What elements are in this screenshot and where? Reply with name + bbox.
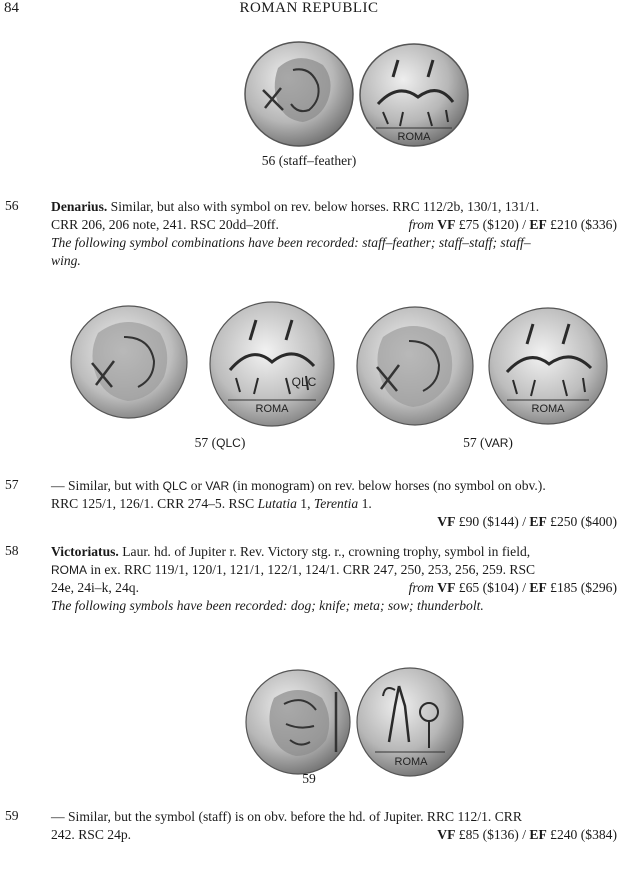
coin-legend: QLC <box>291 375 317 389</box>
figure-57-var-caption: 57 (VAR) <box>463 435 513 450</box>
catalogue-entry-56 <box>5 198 617 278</box>
note-continued: wing. <box>51 253 81 268</box>
catalogue-entry-59 <box>5 808 617 848</box>
entry-number: 57 <box>5 477 19 492</box>
coin-type: Victoriatus. <box>51 544 119 559</box>
description-continued: ROMA in ex. RRC 119/1, 120/1, 121/1, 122/1, 124/1. CRR 247, 250, 253, 256, 259. RSC <box>51 562 536 577</box>
coin-legend: ROMA <box>394 756 428 768</box>
description: Laur. hd. of Jupiter r. Rev. Victory stg. r., crowning trophy, symbol in field, <box>118 544 531 559</box>
description: — Similar, but with QLC or VAR (in monogram) on rev. below horses (no symbol on obv.). <box>51 478 546 493</box>
coin-57-var-reverse <box>487 306 609 430</box>
coin-legend: ROMA <box>255 403 289 415</box>
references: 242. RSC 24p. <box>51 827 132 842</box>
coin-type: Denarius. <box>51 199 108 214</box>
coin-56-reverse <box>358 42 470 152</box>
figure-56-caption: 56 (staff–feather) <box>261 153 357 168</box>
coin-59-reverse <box>355 666 465 782</box>
price: VF £85 ($136) / EF £240 ($384) <box>437 827 617 842</box>
note: The following symbol combinations have been recorded: staff–feather; staff–staff; staff– <box>51 235 531 250</box>
entry-number: 59 <box>5 808 19 823</box>
figure-57-qlc-caption: 57 (QLC) <box>194 435 246 450</box>
references: 24e, 24i–k, 24q. <box>51 580 139 595</box>
catalogue-entry-57 <box>5 477 617 537</box>
description: Similar, but also with symbol on rev. below horses. RRC 112/2b, 130/1, 131/1. <box>107 199 540 214</box>
running-title: ROMAN REPUBLIC <box>239 0 379 16</box>
entry-number: 58 <box>5 543 19 558</box>
coin-59-obverse <box>244 668 352 780</box>
coin-57-qlc-obverse <box>68 303 190 425</box>
figure-59-caption: 59 <box>302 771 316 786</box>
entry-number: 56 <box>5 198 19 213</box>
page-number: 84 <box>4 0 19 16</box>
price: VF £90 ($144) / EF £250 ($400) <box>437 514 617 529</box>
description: — Similar, but the symbol (staff) is on obv. before the hd. of Jupiter. RRC 112/1. CRR <box>51 809 522 824</box>
coin-legend: ROMA <box>397 131 431 143</box>
coin-57-var-obverse <box>355 305 475 431</box>
coin-legend: ROMA <box>531 403 565 415</box>
price: from VF £65 ($104) / EF £185 ($296) <box>408 580 617 595</box>
price: from VF £75 ($120) / EF £210 ($336) <box>408 217 617 232</box>
note: The following symbols have been recorded: dog; knife; meta; sow; thunderbolt. <box>51 598 484 613</box>
coin-57-qlc-reverse <box>208 300 336 432</box>
catalogue-entry-58 <box>5 543 617 623</box>
references: RRC 125/1, 126/1. CRR 274–5. RSC Lutatia 1, Terentia 1. <box>51 496 372 511</box>
references: CRR 206, 206 note, 241. RSC 20dd–20ff. <box>51 217 279 232</box>
coin-56-obverse <box>243 40 355 152</box>
